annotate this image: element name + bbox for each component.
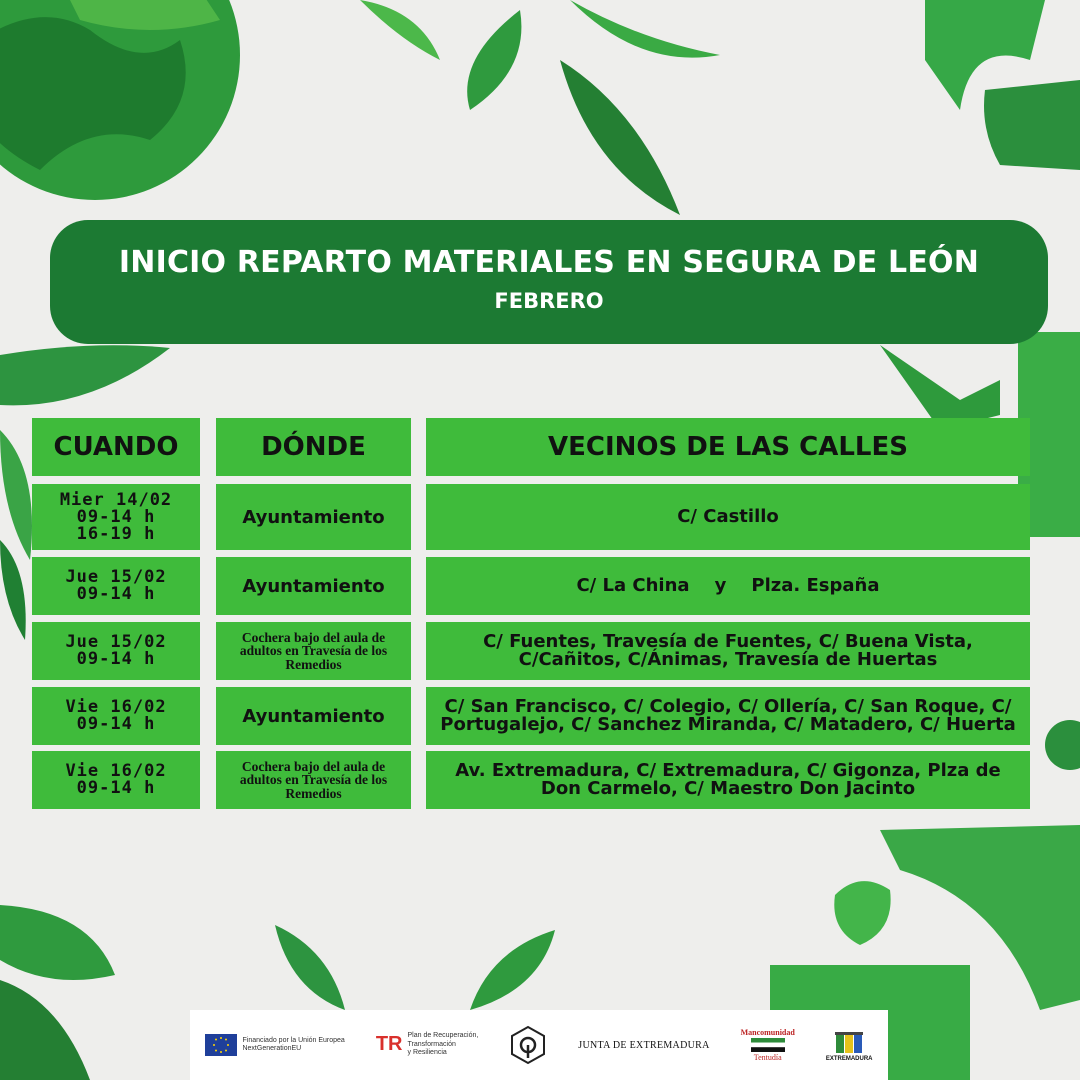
table-row-1-when: Mier 14/02 09-14 h 16-19 h: [32, 484, 200, 550]
eu-text-1: Financiado por la Unión Europea: [242, 1036, 345, 1044]
table-row-5-where: Cochera bajo del aula de adultos en Travesía de los Remedios: [216, 751, 411, 809]
table-row-3-when: Jue 15/02 09-14 h: [32, 622, 200, 680]
table-row-5-streets: Av. Extremadura, C/ Extremadura, C/ Gigonza, Plza de Don Carmelo, C/ Maestro Don Jacinto: [426, 751, 1030, 809]
extremadura-text: EXTREMADURA: [825, 1055, 873, 1062]
globe-icon: [0, 0, 240, 200]
eu-text-2: NextGenerationEU: [242, 1045, 302, 1052]
mancomunidad-name: Tentudía: [753, 1053, 782, 1062]
eu-logo: [205, 1034, 344, 1056]
table-row-4-streets: C/ San Francisco, C/ Colegio, C/ Ollería, C/ San Roque, C/ Portugalejo, C/ Sanchez Miranda, C/ Matadero, C/ Huerta: [426, 687, 1030, 745]
shield-logo: [509, 1025, 547, 1065]
mancomunidad-logo: [741, 1028, 795, 1062]
title-banner: [50, 220, 1048, 344]
flag-icon: [751, 1038, 785, 1052]
bins-icon: [834, 1029, 864, 1055]
table-row-4-where: Ayuntamiento: [216, 687, 411, 745]
table-row-1-streets: C/ Castillo: [426, 484, 1030, 550]
junta-extremadura-logo: [578, 1040, 709, 1051]
plan-mark: TR: [375, 1033, 403, 1056]
extremadura-logo: [826, 1029, 873, 1062]
table-row-2-where: Ayuntamiento: [216, 557, 411, 615]
table-row-2-streets: C/ La China y Plza. España: [426, 557, 1030, 615]
plan-recuperacion-logo: [376, 1032, 479, 1057]
eu-flag-icon: [205, 1034, 237, 1056]
plan-text-2: Transformación: [407, 1040, 456, 1048]
table-row-4-when: Vie 16/02 09-14 h: [32, 687, 200, 745]
sponsor-logos-bar: [190, 1010, 888, 1080]
recycle-arrow-icon: [925, 0, 1080, 170]
plan-text-1: Plan de Recuperación,: [407, 1032, 479, 1040]
table-row-3-streets: C/ Fuentes, Travesía de Fuentes, C/ Buena Vista, C/Cañitos, C/Ánimas, Travesía de Huertas: [426, 622, 1030, 680]
header-donde: DÓNDE: [216, 418, 411, 476]
junta-text: JUNTA DE EXTREMADURA: [578, 1039, 710, 1051]
header-cuando: CUANDO: [32, 418, 200, 476]
header-vecinos: VECINOS DE LAS CALLES: [426, 418, 1030, 476]
leaf-top-icon: [360, 0, 720, 215]
shield-icon: [509, 1025, 547, 1065]
mancomunidad-text: Mancomunidad: [740, 1028, 795, 1037]
page-title: INICIO REPARTO MATERIALES EN SEGURA DE LEÓN: [118, 245, 980, 280]
plan-text-3: y Resiliencia: [407, 1049, 447, 1057]
table-row-3-where: Cochera bajo del aula de adultos en Travesía de los Remedios: [216, 622, 411, 680]
table-row-5-when: Vie 16/02 09-14 h: [32, 751, 200, 809]
page-subtitle: FEBRERO: [494, 289, 604, 313]
table-row-2-when: Jue 15/02 09-14 h: [32, 557, 200, 615]
table-row-1-where: Ayuntamiento: [216, 484, 411, 550]
